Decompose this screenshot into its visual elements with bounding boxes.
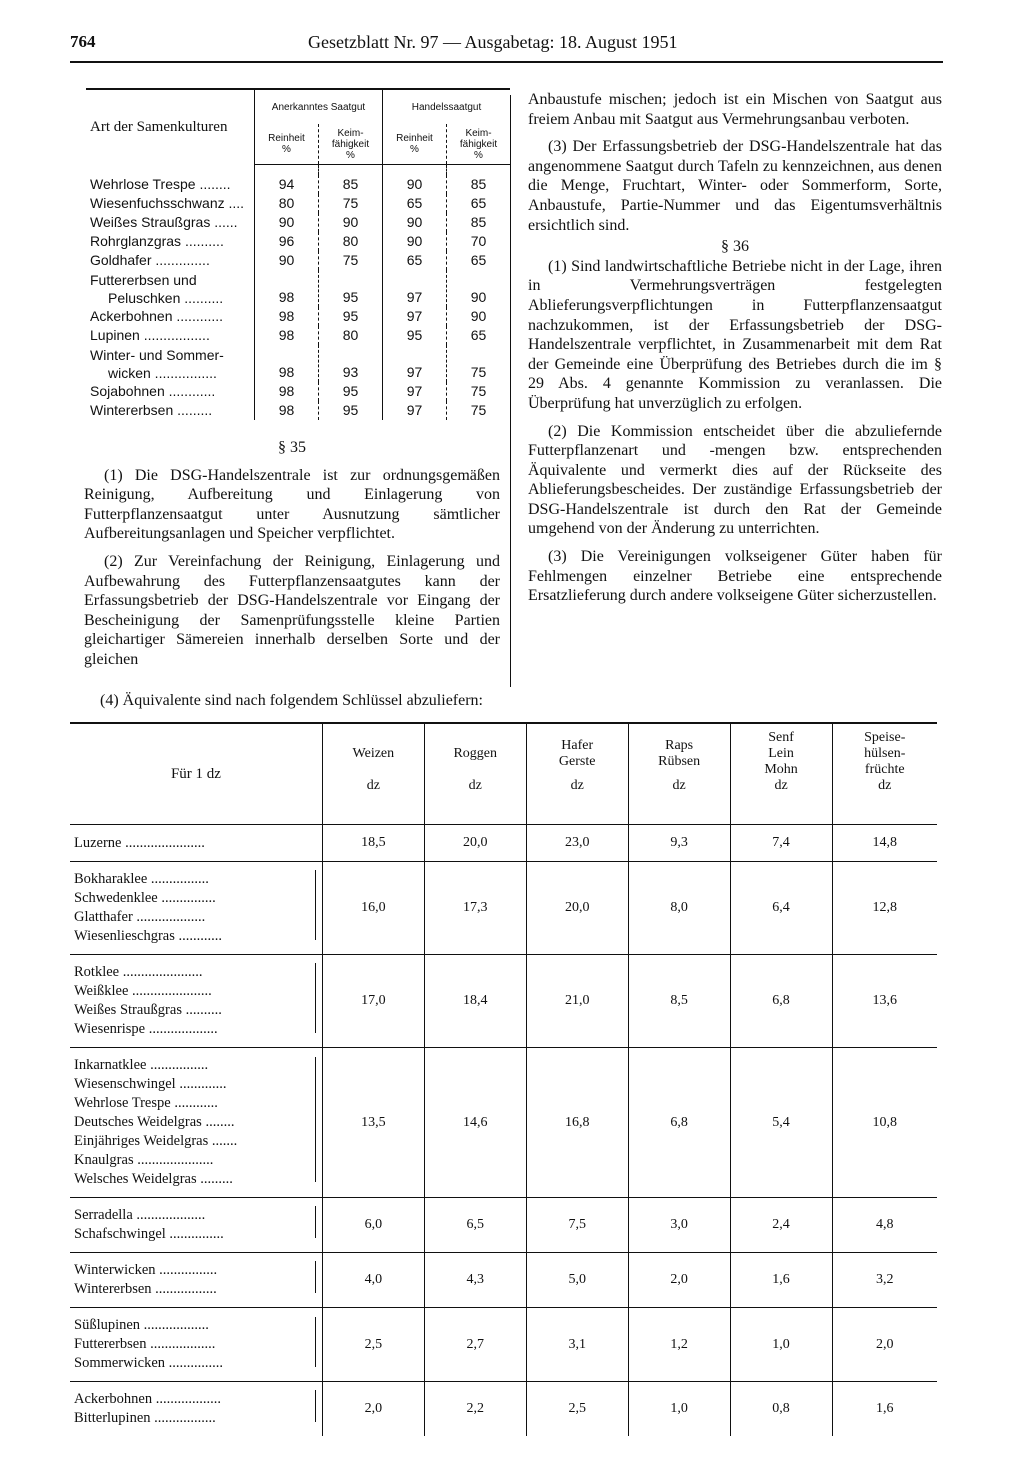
table-row: Wehrlose Trespe ........ 94 85 90 85: [86, 175, 510, 194]
paragraph: (1) Die DSG-Handelszentrale ist zur ordnungsgemäßen Reinigung, Aufbereitung und Einlagerung von Futterpflanzensaatgut unter Ausnutzung sämtlicher Aufbereitungsanlagen und Speicher verpflichtet.: [84, 466, 500, 543]
left-column-text: [84, 438, 500, 670]
paragraph: (3) Die Vereinigungen volkseigener Güter haben für Fehlmengen einzelner Betriebe eine entsprechende Ersatzlieferung durch andere volkseigene Güter sicherzustellen.: [528, 548, 942, 605]
brace: [315, 963, 316, 1033]
col-header: Roggen dz: [424, 723, 526, 825]
col-header: Hafer Gerste dz: [526, 723, 628, 825]
table-row: Ackerbohnen .................. Bitterlupinen ................. 2,0 2,2 2,5 1,0 0,8 1,6: [70, 1382, 937, 1437]
table-row: Wiesenfuchsschwanz .... 80 75 65 65: [86, 194, 510, 213]
table-row: Bokharaklee ................ Schwedenklee ............... Glatthafer ................... Wiesenlieschgras ............ 16,0 17,3 20,0 8,0 6,4 12,8: [70, 862, 937, 955]
table-row: Winter- und Sommer- wicken ................ 98 93 97 75: [86, 345, 510, 382]
brace: [315, 1390, 316, 1422]
sub-header-reinheit: Reinheit %: [383, 124, 447, 165]
brace: [315, 1261, 316, 1293]
table-row: Lupinen ................. 98 80 95 65: [86, 326, 510, 345]
section-heading-36: § 36: [721, 238, 749, 256]
table-row: Sojabohnen ............ 98 95 97 75: [86, 382, 510, 401]
running-title: Gesetzblatt Nr. 97 — Ausgabetag: 18. August 1951: [308, 32, 678, 52]
table-row: Rohrglanzgras .......... 96 80 90 70: [86, 232, 510, 251]
paragraph: Anbaustufe mischen; jedoch ist ein Mischen von Saatgut aus freiem Anbau mit Saatgut aus Vermehrungsanbau verboten.: [528, 91, 942, 128]
table-row: Luzerne ...................... 18,5 20,0 23,0 9,3 7,4 14,8: [70, 825, 937, 862]
sub-header-reinheit: Reinheit %: [255, 124, 319, 165]
paragraph: (2) Zur Vereinfachung der Reinigung, Einlagerung und Aufbewahrung des Futterpflanzensaatgutes kann der Erfassungsbetrieb der DSG-Handelszentrale vor Eingang der Bescheinigung der Samenprüfungsstelle kleine Partien gleichartiger Sämereien innerhalb derselben Sorte und der gleichen: [84, 552, 500, 668]
page-number: 764: [70, 32, 96, 51]
equivalents-table: [70, 722, 937, 1436]
col-header: Raps Rübsen dz: [628, 723, 730, 825]
brace: [315, 1206, 316, 1238]
table-row: Serradella ................... Schafschwingel ............... 6,0 6,5 7,5 3,0 2,4 4,8: [70, 1198, 937, 1253]
col-header: Weizen dz: [322, 723, 424, 825]
column-separator: [510, 95, 511, 687]
table2-lead: (4) Äquivalente sind nach folgendem Schlüssel abzuliefern:: [100, 692, 483, 709]
table-row: Inkarnatklee ................ Wiesenschwingel ............. Wehrlose Trespe ............ Deutsches Weidelgras ........ Einjähriges Weidelgras ....... Knaulgras ..................... Welsches Weidelgras ......... 13,5 14,6 16,8 6,8 5,4 10,8: [70, 1048, 937, 1198]
group-header-anerkannt: Anerkanntes Saatgut: [255, 89, 383, 124]
table-row: Rotklee ...................... Weißklee ...................... Weißes Straußgras .......... Wiesenrispe ................... 17,0 18,4 21,0 8,5 6,8 13,6: [70, 955, 937, 1048]
table-row: Weißes Straußgras ...... 90 90 90 85: [86, 213, 510, 232]
group-header-handel: Handelssaatgut: [383, 89, 511, 124]
col-header-fuer: Für 1 dz: [70, 723, 322, 825]
right-column-text: [528, 90, 942, 606]
col-header: Speise-hülsen-früchte dz: [832, 723, 937, 825]
table-row: Goldhafer .............. 90 75 65 65: [86, 251, 510, 270]
col-header-main: Art der Samenkulturen: [86, 89, 255, 165]
seed-quality-table: [86, 88, 510, 420]
table-row: Ackerbohnen ............ 98 95 97 90: [86, 307, 510, 326]
col-header: Senf Lein Mohn dz: [730, 723, 832, 825]
table-row: Futtererbsen und Peluschken .......... 98 95 97 90: [86, 270, 510, 307]
paragraph: (1) Sind landwirtschaftliche Betriebe nicht in der Lage, ihren in Vermehrungsverträgen festgelegten Ablieferungsverpflichtungen in Futterpflanzensaatgut nachzukommen, ist der Erfassungsbetrieb der DSG-Handelszentrale verpflichtet, in Zusammenarbeit mit dem Rat der Gemeinde eine Überprüfung des Betriebes durch die im § 29 Abs. 4 genannte Kommission zu veranlassen. Die Überprüfung hat unverzüglich zu erfolgen.: [528, 257, 942, 412]
paragraph: (3) Der Erfassungsbetrieb der DSG-Handelszentrale hat das angenommene Saatgut durch Tafeln zu kennzeichnen, aus denen die Menge, Fruchtart, Winter- oder Sommerform, Sorte, Anbaustufe, Partie-Nummer und das Eigentumsverhältnis ersichtlich sind.: [528, 138, 942, 234]
header-rule: [70, 61, 943, 63]
paragraph: (2) Die Kommission entscheidet über die abzuliefernde Futterpflanzenart und -mengen bzw. entsprechenden Äquivalente und vermerkt dies auf der Rückseite des Ablieferungsbescheides. Der zuständige Erfassungsbetrieb der DSG-Handelszentrale ist durch den Rat der Gemeinde umgehend von der Änderung zu unterrichten.: [528, 422, 942, 538]
brace: [315, 1057, 316, 1182]
table-row: Süßlupinen .................. Futtererbsen .................. Sommerwicken ............... 2,5 2,7 3,1 1,2 1,0 2,0: [70, 1308, 937, 1382]
sub-header-keim: Keim-fähigkeit %: [447, 124, 511, 165]
sub-header-keim: Keim-fähigkeit %: [319, 124, 383, 165]
brace: [315, 1317, 316, 1367]
section-heading-35: § 35: [278, 439, 306, 456]
brace: [315, 870, 316, 940]
table-row: Wintererbsen ......... 98 95 97 75: [86, 401, 510, 420]
table-row: Winterwicken ................ Wintererbsen ................. 4,0 4,3 5,0 2,0 1,6 3,2: [70, 1253, 937, 1308]
